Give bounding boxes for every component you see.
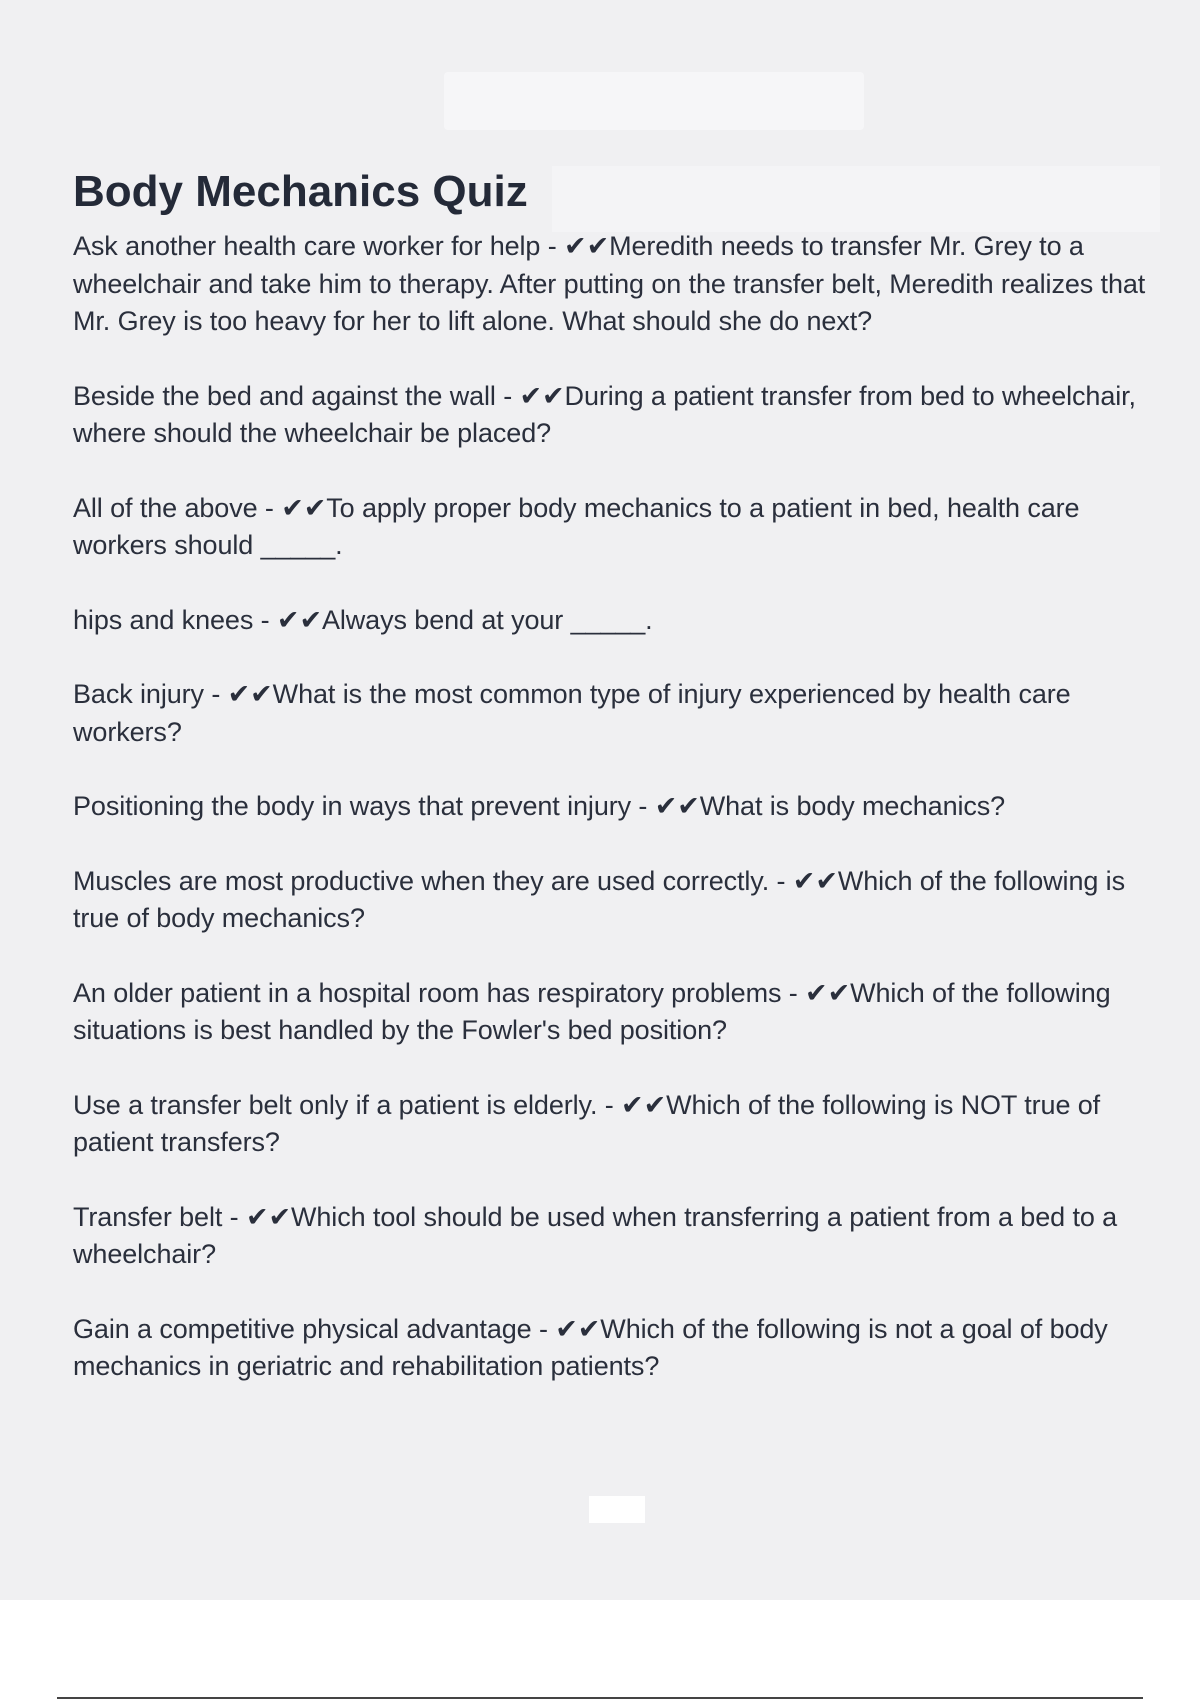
qa-item: Back injury - ✔✔What is the most common type of injury experienced by health care workers? (73, 679, 1071, 747)
page-footer-tab (589, 1496, 645, 1523)
qa-item: Positioning the body in ways that prevent injury - ✔✔What is body mechanics? (73, 791, 1006, 821)
qa-item: Transfer belt - ✔✔Which tool should be used when transferring a patient from a bed to a wheelchair? (73, 1201, 1118, 1269)
qa-item: Ask another health care worker for help - ✔✔Meredith needs to transfer Mr. Grey to a wheelchair and take him to therapy. After putting on the transfer belt, Meredith realizes that Mr. Grey is too heavy for her to lift alone. What should she do next? (73, 231, 1146, 336)
page-divider (57, 1697, 1143, 1699)
qa-item: Use a transfer belt only if a patient is elderly. - ✔✔Which of the following is NOT true of patient transfers? (73, 1089, 1101, 1157)
qa-item: An older patient in a hospital room has respiratory problems - ✔✔Which of the following situations is best handled by the Fowler's bed position? (73, 977, 1111, 1045)
qa-item: Gain a competitive physical advantage - ✔✔Which of the following is not a goal of body mechanics in geriatric and rehabilitation patients? (73, 1313, 1108, 1381)
qa-item: Beside the bed and against the wall - ✔✔During a patient transfer from bed to wheelchair, where should the wheelchair be placed? (73, 380, 1136, 448)
qa-item: All of the above - ✔✔To apply proper body mechanics to a patient in bed, health care workers should _____. (73, 492, 1080, 560)
header-placeholder (444, 72, 864, 130)
document-title: Body Mechanics Quiz (73, 167, 528, 216)
document-content (73, 164, 1173, 1423)
qa-item: hips and knees - ✔✔Always bend at your _____. (73, 604, 653, 635)
qa-item: Muscles are most productive when they are used correctly. - ✔✔Which of the following is true of body mechanics? (73, 865, 1125, 933)
